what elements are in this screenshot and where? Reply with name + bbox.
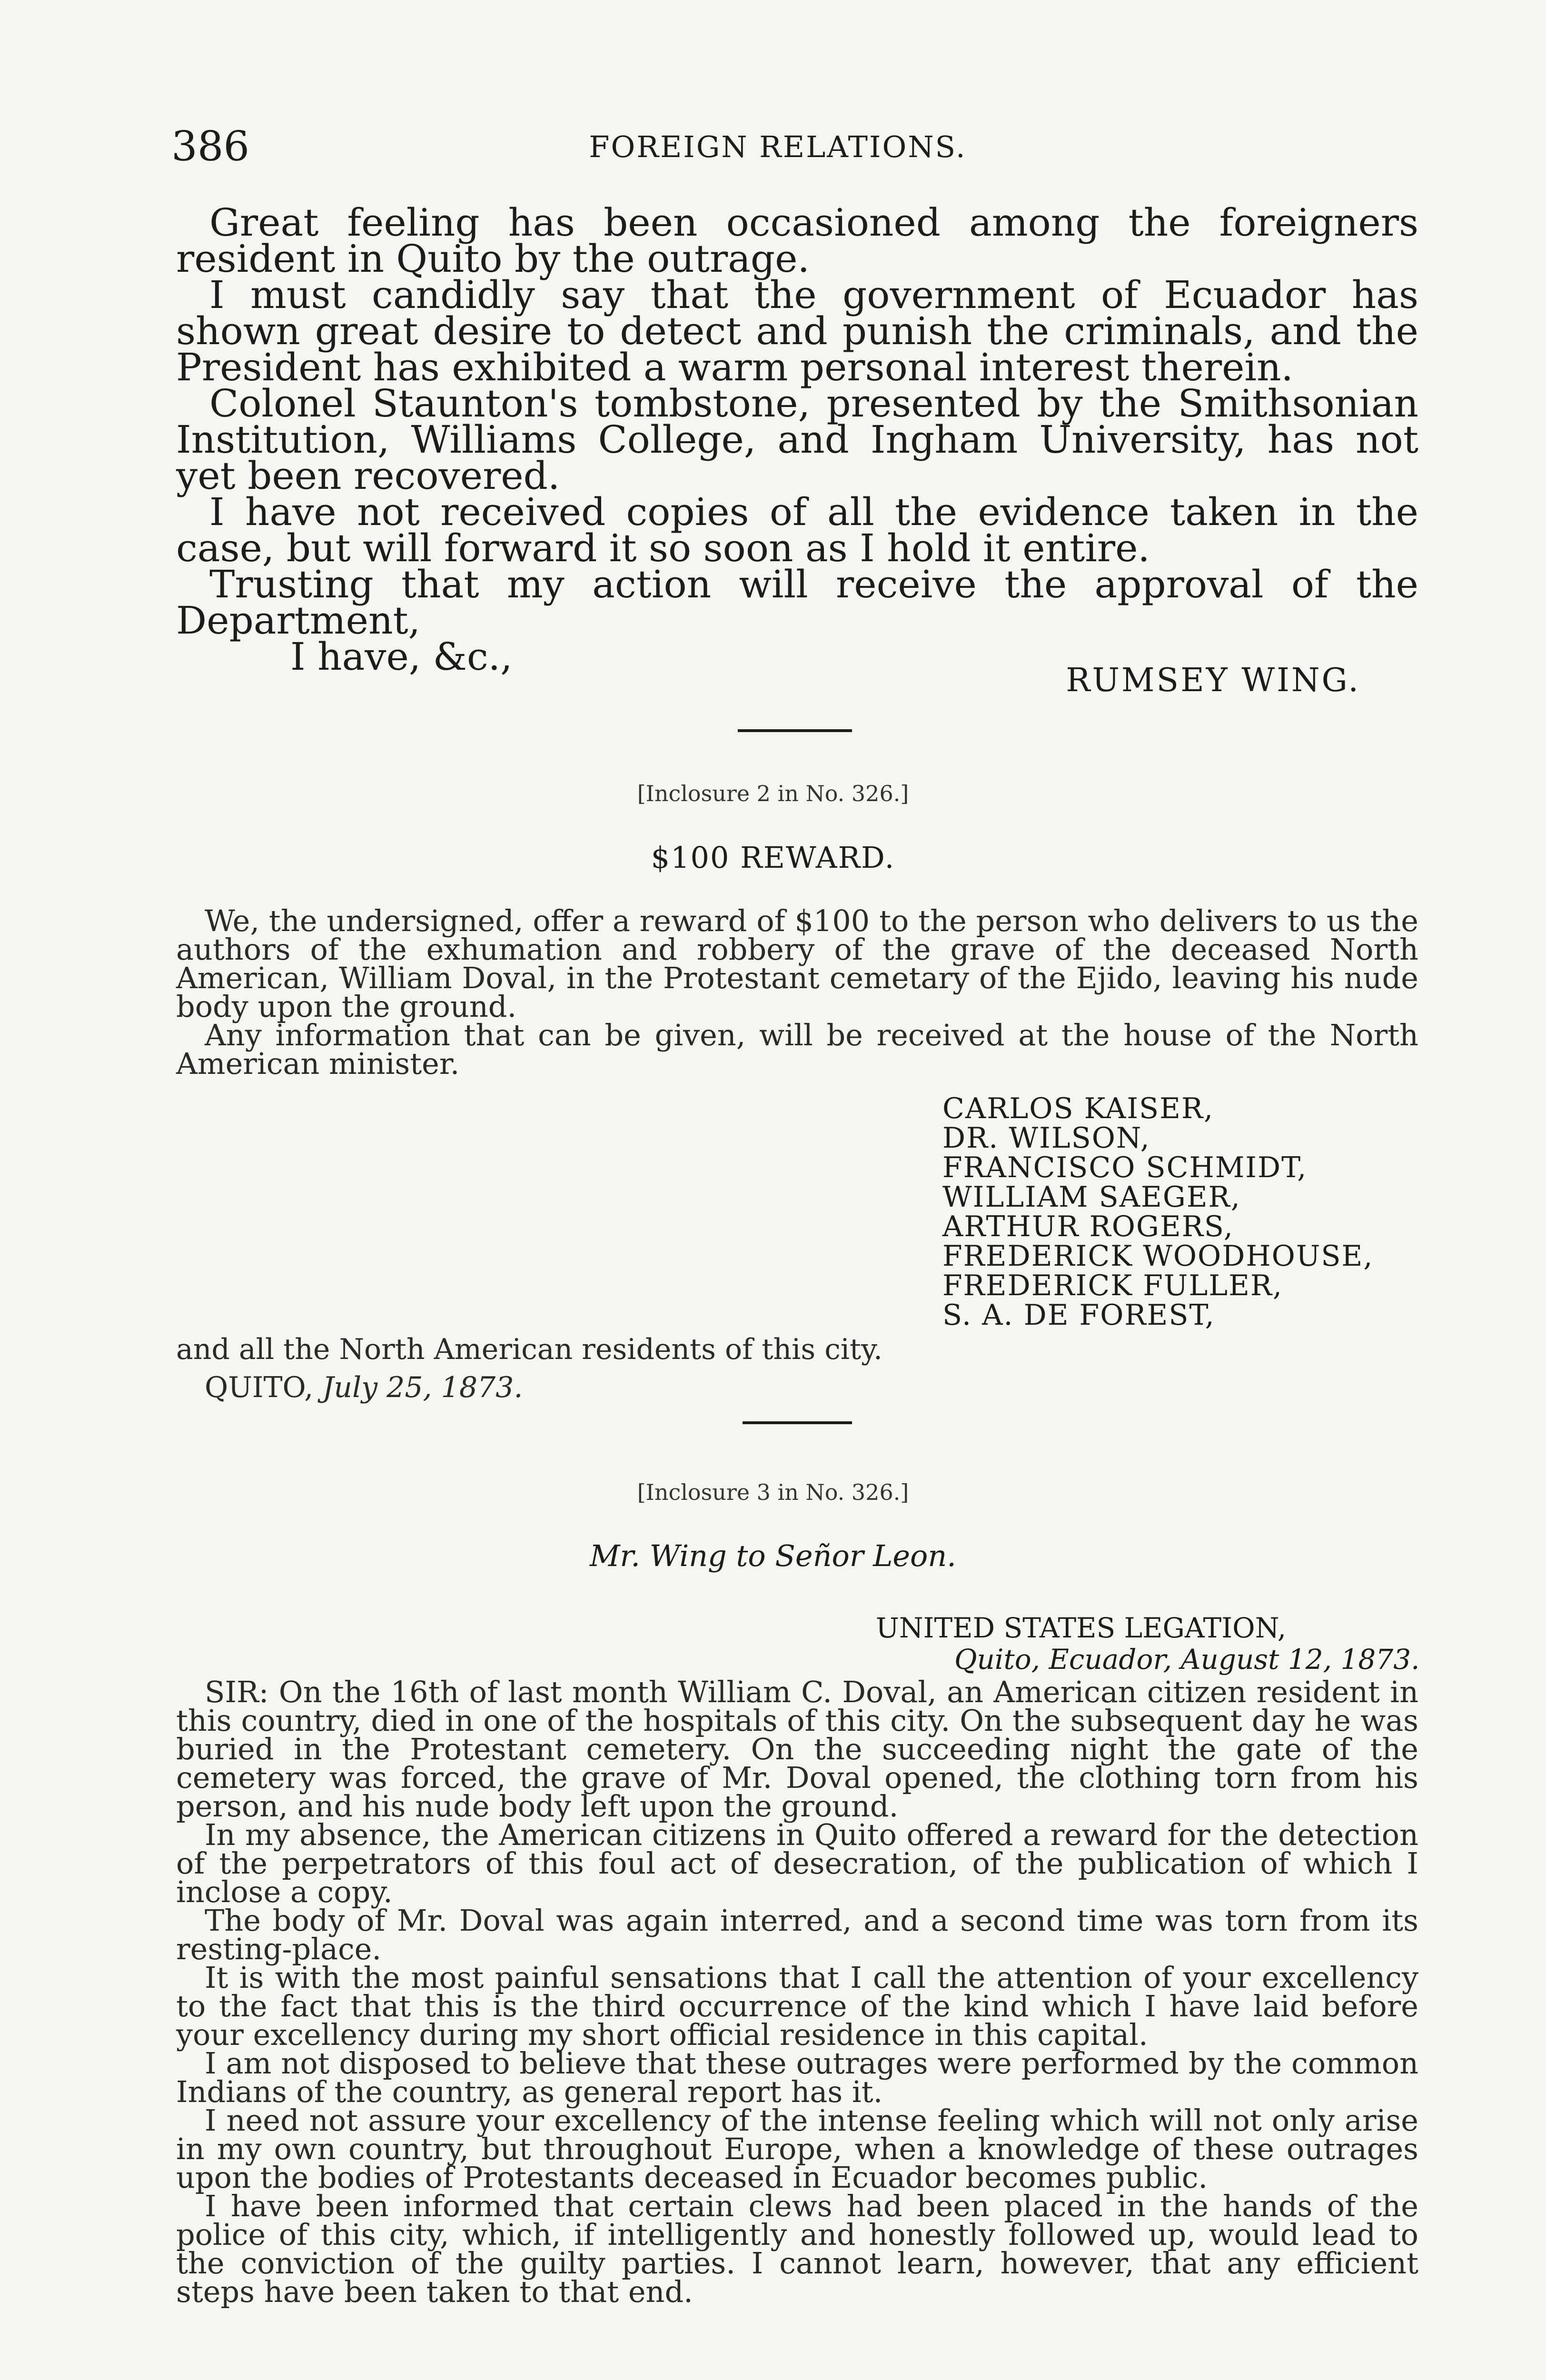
paragraph: I need not assure your excellency of the intense feeling which will not only arise in my own country, but throughout Europe, when a knowledge of these outrages upon the bodies of Protestants deceased in Ecuador becomes public.	[176, 2103, 1418, 2195]
paragraph: It is with the most painful sensations that I call the attention of your excellency to the fact that this is the third occurrence of the kind which I have laid before your excellency during my short official residence in this capital.	[176, 1960, 1418, 2052]
place-date-line: Quito, Ecuador, August 12, 1873.	[954, 1643, 1420, 1676]
paragraph: I must candidly say that the government of Ecuador has shown great desire to detect and punish the criminals, and the President has exhibited a warm personal interest therein.	[176, 273, 1418, 389]
paragraph: I am not disposed to believe that these outrages were performed by the common Indians of the country, as general report has it.	[176, 2046, 1418, 2109]
paragraph: We, the undersigned, offer a reward of $100 to the person who delivers to us the authors of the exhumation and robbery of the grave of the deceased North American, William Doval, in the Protestant cemetary of the Ejido, leaving his nude body upon the ground.	[176, 903, 1418, 1024]
signer-name: S. A. DE FOREST,	[942, 1299, 1215, 1332]
paragraph: Great feeling has been occasioned among the foreigners resident in Quito by the outrage.	[176, 200, 1418, 281]
signer-name: DR. WILSON,	[942, 1121, 1150, 1155]
paragraph: The body of Mr. Doval was again interred, and a second time was torn from its resting-place.	[176, 1903, 1418, 1966]
paragraph: Any information that can be given, will be received at the house of the North American minister.	[176, 1018, 1418, 1081]
page-header	[171, 123, 1384, 170]
signature: RUMSEY WING.	[1066, 662, 1360, 699]
page-number: 386	[171, 123, 250, 170]
closing: I have, &c.,	[290, 635, 513, 679]
signer-name: FREDERICK WOODHOUSE,	[942, 1240, 1374, 1273]
paragraph: I have not received copies of all the evidence taken in the case, but will forward it so soon as I hold it entire.	[176, 490, 1418, 570]
letter-body	[176, 1675, 1418, 2309]
signer-name: FREDERICK FULLER,	[942, 1269, 1283, 1302]
letter-title: Mr. Wing to Señor Leon.	[589, 1538, 957, 1573]
signer-name: ARTHUR ROGERS,	[942, 1210, 1234, 1243]
paragraph: In my absence, the American citizens in Quito offered a reward for the detection of the perpetrators of this foul act of desecration, of the publication of which I inclose a copy.	[176, 1817, 1418, 1909]
letter-tail	[176, 200, 1418, 679]
signer-list	[942, 1094, 1373, 1330]
signer-name: WILLIAM SAEGER,	[942, 1180, 1241, 1214]
signer-name: FRANCISCO SCHMIDT,	[942, 1151, 1308, 1184]
paragraph: Trusting that my action will receive the approval of the Department,	[176, 562, 1418, 643]
paragraph: Colonel Staunton's tombstone, presented by the Smithsonian Institution, Williams College, and Ingham University, has not yet been recovered.	[176, 381, 1418, 498]
dateline-date: July 25, 1873.	[322, 1371, 523, 1404]
paragraph: SIR: On the 16th of last month William C. Doval, an American citizen resident in this country, died in one of the hospitals of this city. On the subsequent day he was buried in the Protestant cemetery. On the succeeding night the gate of the cemetery was forced, the grave of Mr. Doval opened, the clothing torn from his person, and his nude body left upon the ground.	[176, 1675, 1418, 1824]
residents-line: and all the North American residents of this city.	[176, 1333, 883, 1366]
paragraph: I have been informed that certain clews had been placed in the hands of the police of this city, which, if intelligently and honestly followed up, would lead to the conviction of the guilty parties. I cannot learn, however, that any efficient steps have been taken to that end.	[176, 2189, 1418, 2309]
inclosure-label: [Inclosure 2 in No. 326.]	[637, 781, 909, 806]
reward-title: $100 REWARD.	[651, 840, 895, 875]
inclosure-label: [Inclosure 3 in No. 326.]	[637, 1479, 909, 1505]
reward-notice	[176, 903, 1418, 1081]
signer-name: CARLOS KAISER,	[942, 1092, 1214, 1125]
legation-line: UNITED STATES LEGATION,	[876, 1612, 1287, 1644]
divider	[743, 1421, 852, 1424]
dateline-place: QUITO,	[205, 1371, 314, 1404]
divider	[738, 729, 852, 732]
dateline	[205, 1371, 523, 1404]
running-head: FOREIGN RELATIONS.	[589, 129, 967, 164]
